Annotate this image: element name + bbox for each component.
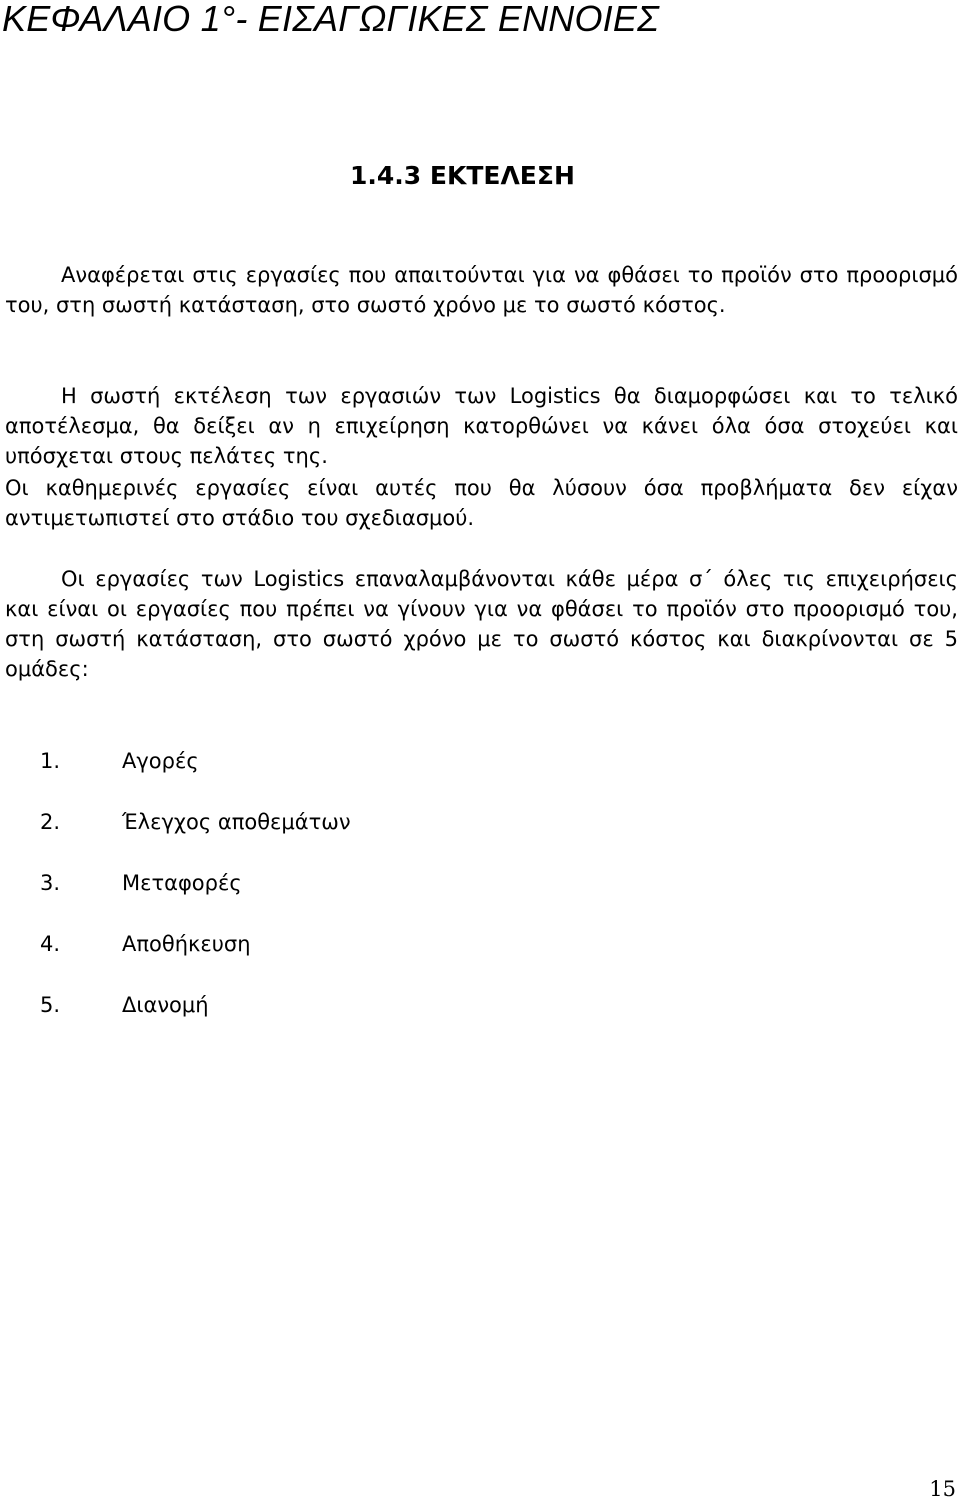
- list-item-number: 1.: [40, 749, 61, 773]
- list-item-label: Έλεγχος αποθεμάτων: [122, 810, 351, 834]
- list-item: [40, 867, 351, 928]
- paragraph-groups: Οι εργασίες των Logistics επαναλαμβάνονται κάθε μέρα σ΄ όλες τις επιχειρήσεις και είναι οι εργασίες που πρέπει να γίνουν για να φθάσει το προϊόν στο προορισμό του, στη σωστή κατάσταση, στο σωστό χρόνο με το σωστό κόστος και διακρίνονται σε 5 ομάδες:: [5, 567, 958, 681]
- list-item-label: Αποθήκευση: [122, 932, 251, 956]
- list-item-label: Διανομή: [122, 993, 209, 1017]
- logistics-groups-list: [40, 745, 351, 1050]
- section-title: 1.4.3 ΕΚΤΕΛΕΣΗ: [350, 161, 575, 190]
- list-item-number: 3.: [40, 871, 61, 895]
- list-item-label: Μεταφορές: [122, 871, 242, 895]
- list-item: [40, 745, 351, 806]
- paragraph-intro: Αναφέρεται στις εργασίες που απαιτούνται για να φθάσει το προϊόν στο προορισμό του, στη σωστή κατάσταση, στο σωστό χρόνο με το σωστό κόστος.: [5, 263, 958, 317]
- paragraph-daily-tasks: Οι καθημερινές εργασίες είναι αυτές που θα λύσουν όσα προβλήματα δεν είχαν αντιμετωπιστεί στο στάδιο του σχεδιασμού.: [5, 476, 958, 530]
- list-item-number: 5.: [40, 993, 61, 1017]
- chapter-header: ΚΕΦΑΛΑΙΟ 1°- ΕΙΣΑΓΩΓΙΚΕΣ ΕΝΝΟΙΕΣ: [2, 0, 659, 39]
- list-item-label: Αγορές: [122, 749, 199, 773]
- list-item: [40, 989, 351, 1050]
- list-item-number: 2.: [40, 810, 61, 834]
- paragraph-execution: Η σωστή εκτέλεση των εργασιών των Logistics θα διαμορφώσει και το τελικό αποτέλεσμα, θα δείξει αν η επιχείρηση κατορθώνει να κάνει όλα όσα στοχεύει και υπόσχεται στους πελάτες της.: [5, 384, 958, 468]
- list-item: [40, 806, 351, 867]
- list-item: [40, 928, 351, 989]
- page-number: 15: [929, 1477, 956, 1501]
- list-item-number: 4.: [40, 932, 61, 956]
